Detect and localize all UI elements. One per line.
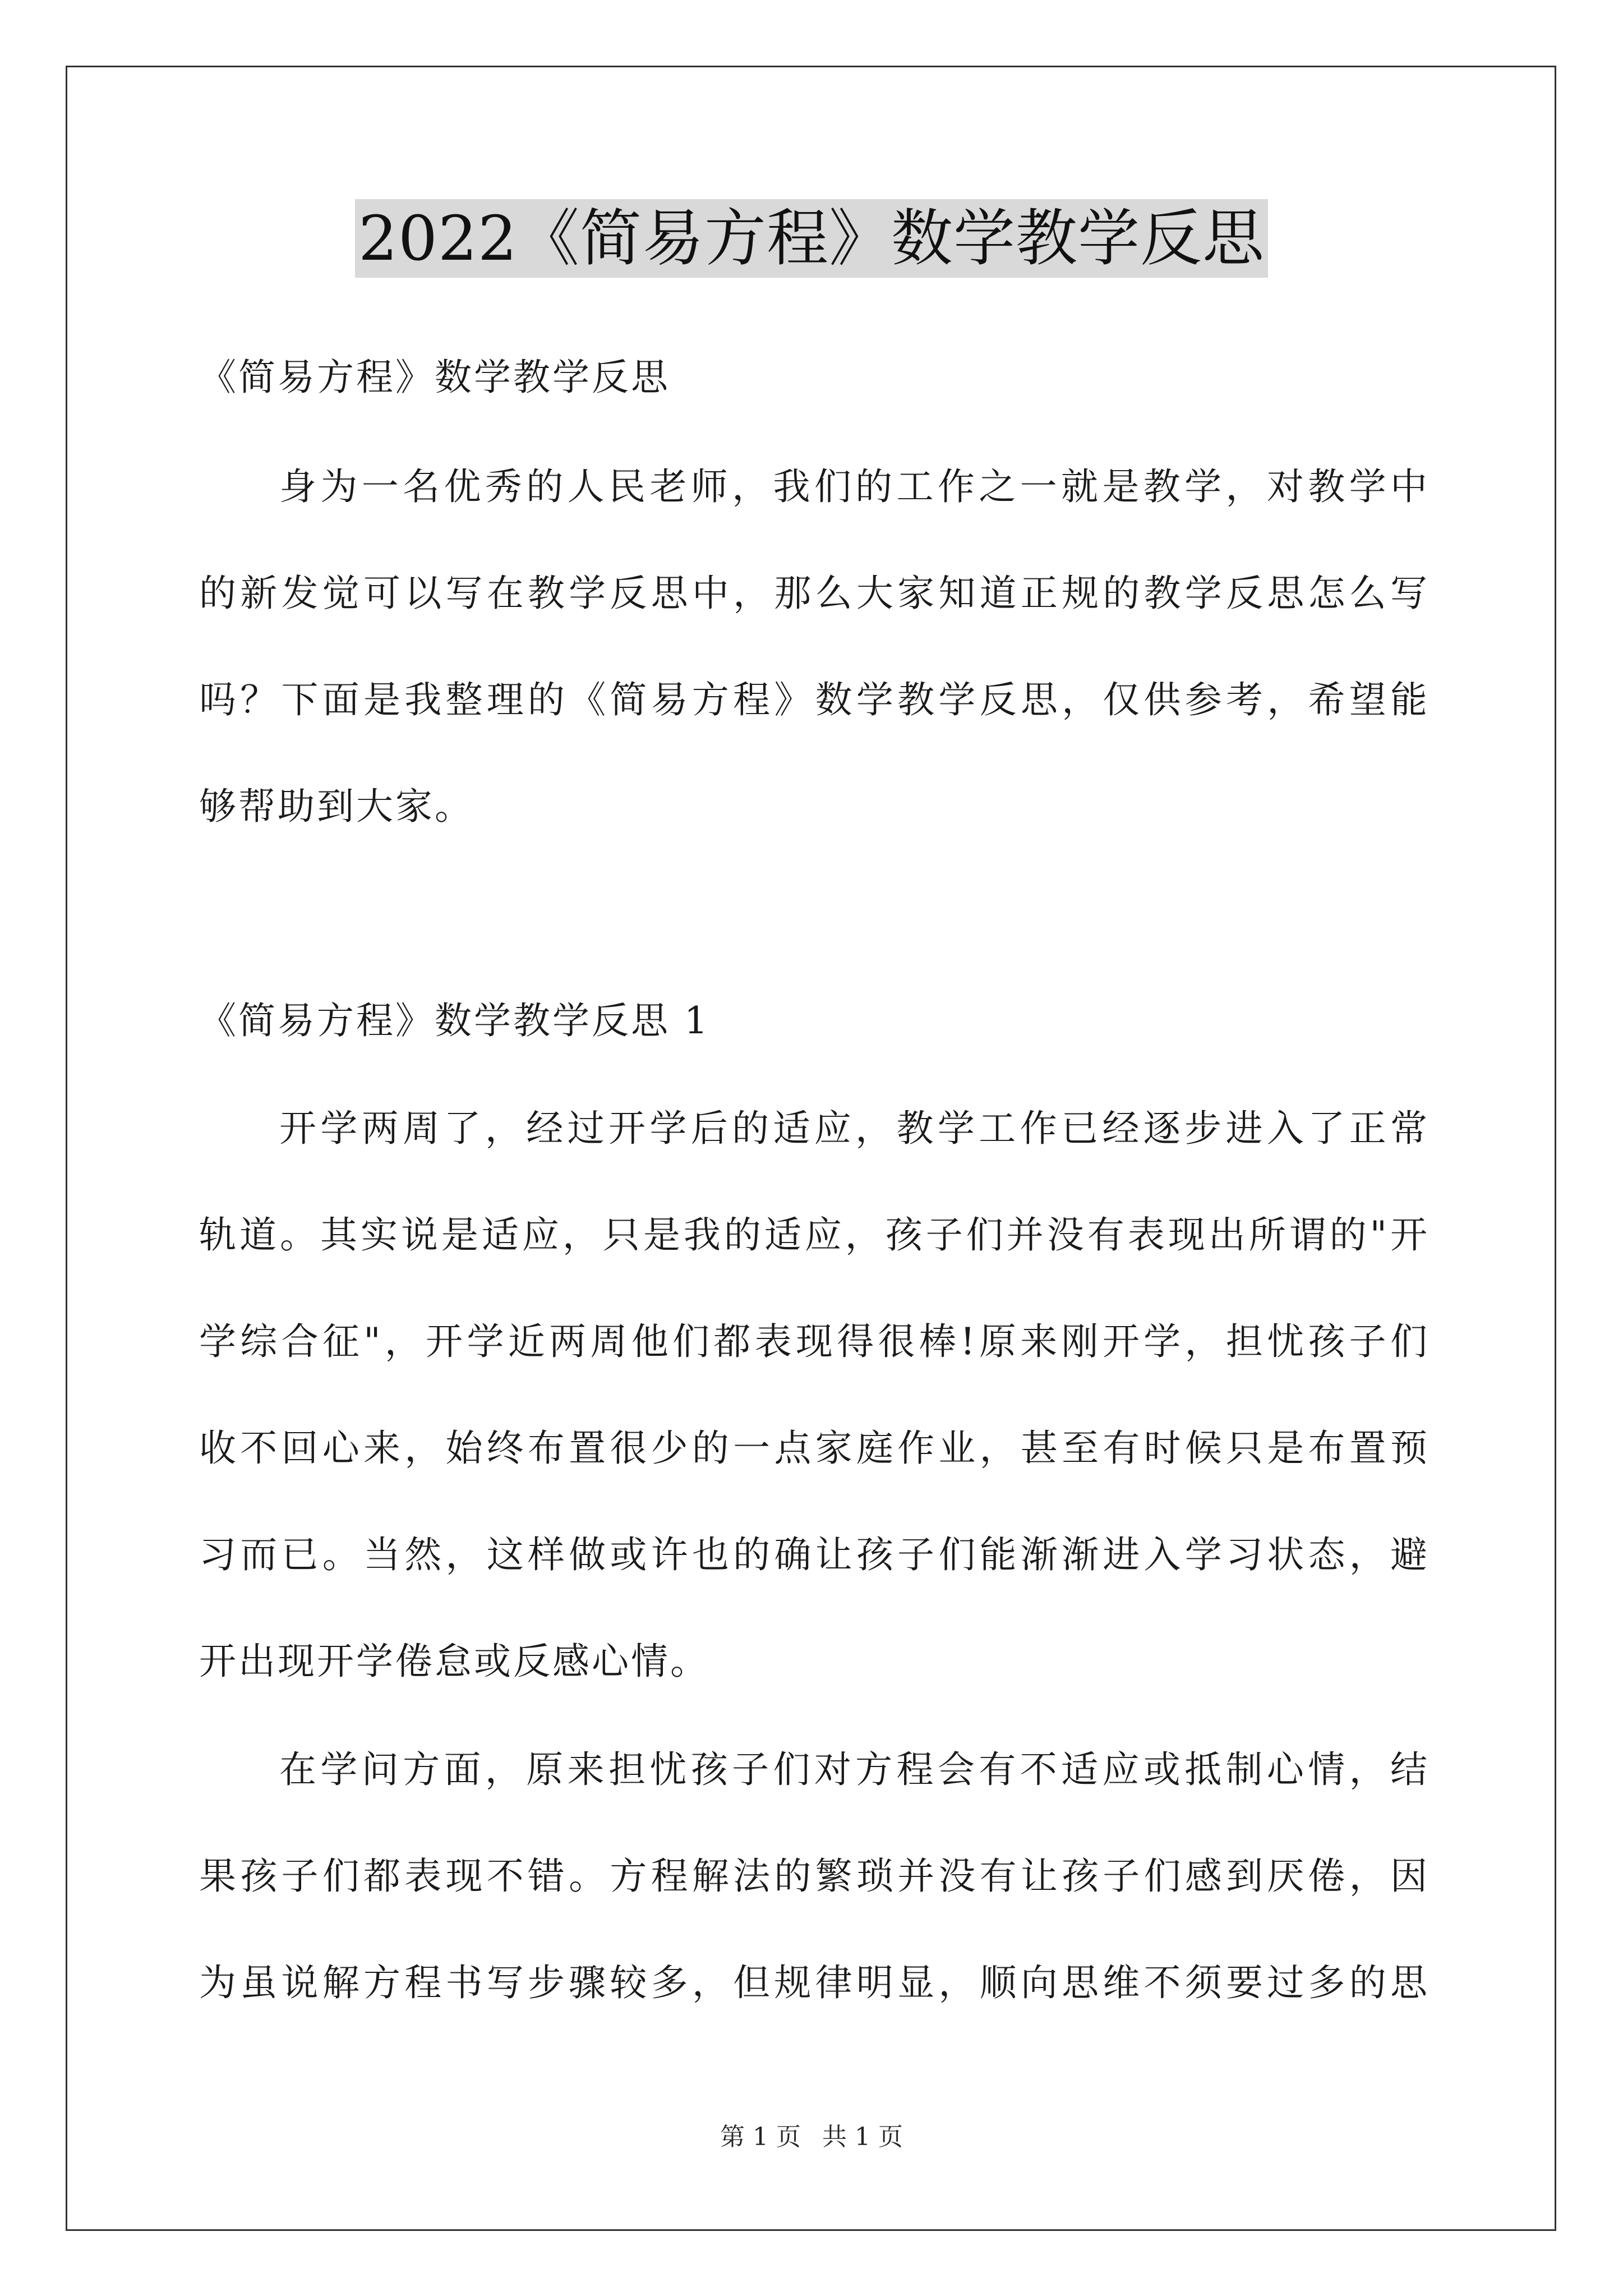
paragraph-line: 果孩子们都表现不错。方程解法的繁琐并没有让孩子们感到厌倦，因	[199, 1855, 1427, 1898]
paragraph-line: 习而已。当然，这样做或许也的确让孩子们能渐渐进入学习状态，避	[199, 1533, 1427, 1576]
paragraph-line: 为虽说解方程书写步骤较多，但规律明显，顺向思维不须要过多的思	[199, 1961, 1427, 2004]
intro-line: 够帮助到大家。	[199, 785, 474, 828]
title-container	[0, 199, 1623, 278]
page-number: 第 1 页	[720, 2123, 801, 2151]
intro-line: 的新发觉可以写在教学反思中，那么大家知道正规的教学反思怎么写	[199, 572, 1427, 615]
document-title: 2022《简易方程》数学教学反思	[355, 199, 1268, 278]
subtitle: 《简易方程》数学教学反思	[199, 356, 670, 399]
page-total: 共 1 页	[822, 2123, 903, 2151]
paragraph-line: 收不回心来，始终布置很少的一点家庭作业，甚至有时候只是布置预	[199, 1427, 1427, 1470]
paragraph-line: 开学两周了，经过开学后的适应，教学工作已经逐步进入了正常	[279, 1107, 1427, 1150]
section-heading: 《简易方程》数学教学反思 1	[199, 999, 710, 1042]
intro-line: 吗？下面是我整理的《简易方程》数学教学反思，仅供参考，希望能	[199, 678, 1427, 721]
paragraph-line: 在学问方面，原来担忧孩子们对方程会有不适应或抵制心情，结	[279, 1748, 1427, 1791]
paragraph-line: 学综合征"，开学近两周他们都表现得很棒!原来刚开学，担忧孩子们	[199, 1320, 1427, 1363]
intro-line: 身为一名优秀的人民老师，我们的工作之一就是教学，对教学中	[279, 465, 1427, 508]
page-footer	[0, 2120, 1623, 2154]
paragraph-line: 开出现开学倦怠或反感心情。	[199, 1640, 709, 1683]
paragraph-line: 轨道。其实说是适应，只是我的适应，孩子们并没有表现出所谓的"开	[199, 1213, 1427, 1257]
